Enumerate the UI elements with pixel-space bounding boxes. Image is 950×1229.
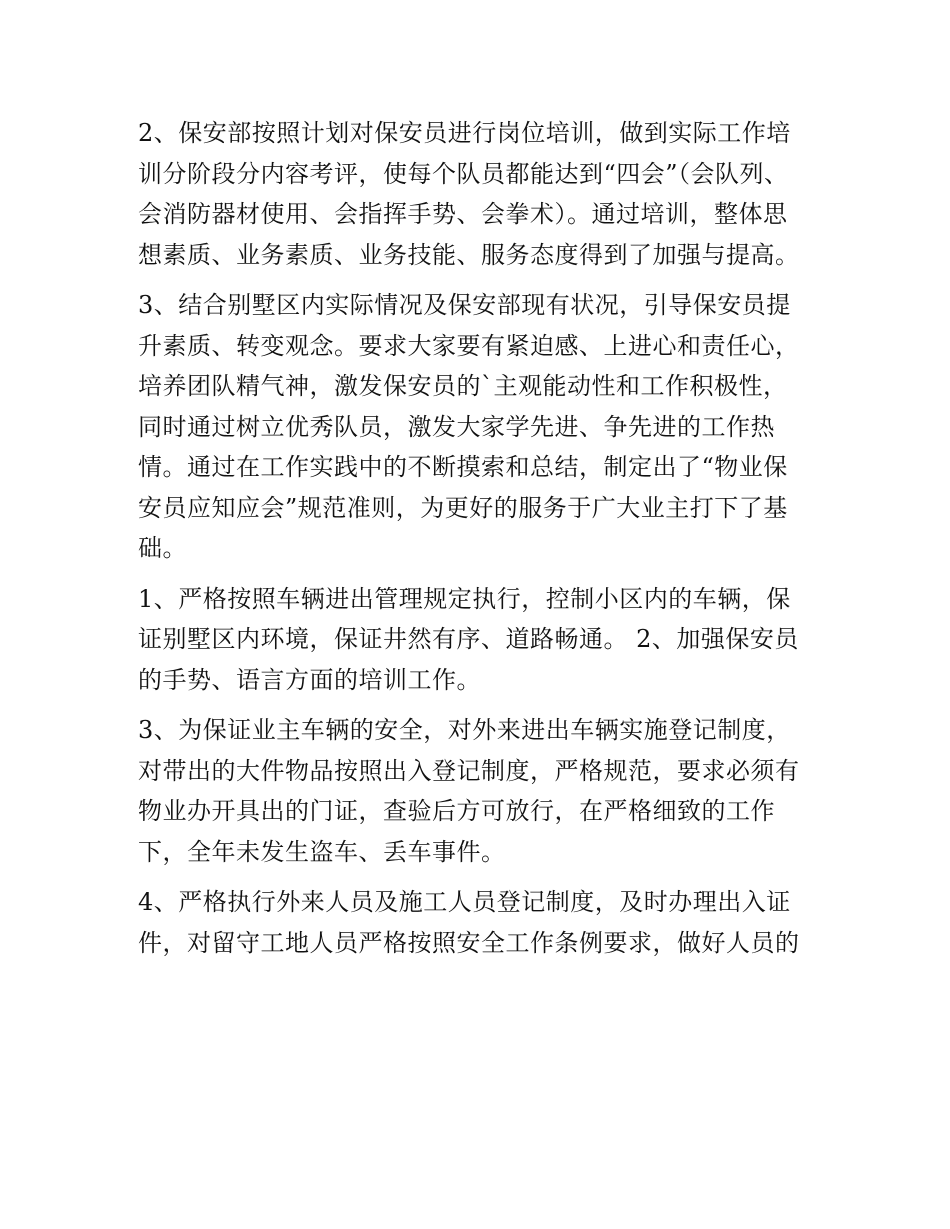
text-line: 4、严格执行外来人员及施工人员登记制度，及时办理出入证 [138, 888, 791, 916]
text-line: 升素质、转变观念。要求大家要有紧迫感、上进心和责任心， [138, 331, 800, 360]
text-line: 3、结合别墅区内实际情况及保安部现有状况，引导保安员提 [138, 291, 791, 319]
text-line: 础。 [138, 534, 187, 562]
text-line: 会消防器材使用、会指挥手势、会拳术）。通过培训，整体思 [138, 200, 788, 228]
text-line: 下，全年未发生盗车、丢车事件。 [138, 837, 506, 866]
paragraph-quality [138, 285, 828, 569]
text-line: 情。通过在工作实践中的不断摸索和总结，制定出了“物业保 [138, 453, 788, 481]
text-line: 训分阶段分内容考评，使每个队员都能达到“四会”（会队列、 [138, 159, 789, 188]
text-line: 件，对留守工地人员严格按照安全工作条例要求，做好人员的 [138, 928, 800, 957]
text-line: 培养团队精气神，激发保安员的`主观能动性和工作积极性， [138, 372, 788, 400]
text-line: 想素质、业务素质、业务技能、服务态度得到了加强与提高。 [138, 240, 800, 269]
document-body [138, 113, 828, 973]
paragraph-registration [138, 710, 828, 872]
text-line: 的手势、语言方面的培训工作。 [138, 665, 481, 694]
text-line: 2、保安部按照计划对保安员进行岗位培训，做到实际工作培 [138, 119, 791, 147]
paragraph-training [138, 113, 828, 275]
text-line: 同时通过树立优秀队员，激发大家学先进、争先进的工作热 [138, 412, 775, 441]
text-line: 证别墅区内环境，保证井然有序、道路畅通。 2、加强保安员 [138, 625, 799, 653]
text-line: 1、严格按照车辆进出管理规定执行，控制小区内的车辆，保 [138, 584, 791, 613]
paragraph-visitors [138, 882, 828, 963]
text-line: 3、为保证业主车辆的安全，对外来进出车辆实施登记制度， [138, 716, 791, 744]
text-line: 对带出的大件物品按照出入登记制度，严格规范，要求必须有 [138, 756, 800, 785]
paragraph-vehicles [138, 579, 828, 701]
text-line: 物业办开具出的门证，查验后方可放行，在严格细致的工作 [138, 797, 775, 825]
text-line: 安员应知应会”规范准则，为更好的服务于广大业主打下了基 [138, 493, 788, 522]
